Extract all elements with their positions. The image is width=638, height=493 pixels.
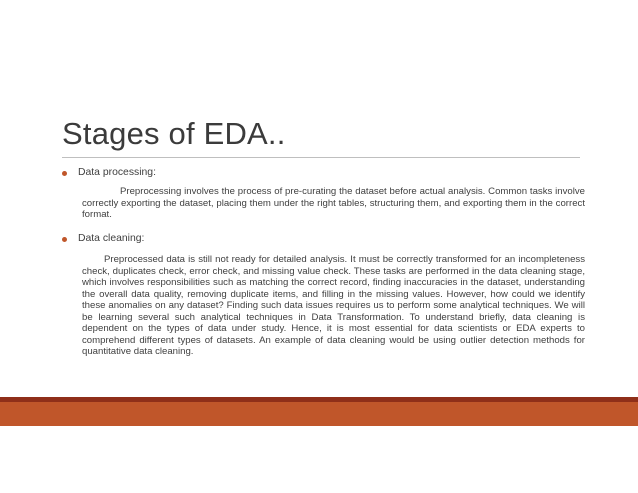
bullet-dot-icon [62, 171, 67, 176]
bullet-dot-icon [62, 237, 67, 242]
bullet-label: Data cleaning: [78, 233, 145, 244]
bullet-label: Data processing: [78, 167, 156, 178]
slide-title: Stages of EDA.. [62, 116, 286, 151]
paragraph-data-processing: Preprocessing involves the process of pre-curating the dataset before actual analysis. Common tasks involve correctly exporting the dataset, placing them under the right tables, structuring them, and exporting them in the correct format. [82, 186, 585, 220]
footer-band [0, 402, 638, 426]
paragraph-data-cleaning: Preprocessed data is still not ready for detailed analysis. It must be correctly transformed for an incompleteness check, duplicates check, error check, and missing value check. These tasks are performed in the data cleaning stage, which involves responsibilities such as matching the correct record, finding inaccuracies in the dataset, understanding the overall data quality, removing duplicate items, and filling in the missing values. However, how could we identify these anomalies on any dataset? Finding such data issues requires us to perform some analytical techniques. We will be learning several such analytical techniques in Data Transformation. To understand briefly, data cleaning is dependent on the types of data under study. Hence, it is most essential for data scientists or EDA experts to comprehend different types of datasets. An example of data cleaning would be using outlier detection methods for quantitative data cleaning. [82, 254, 585, 357]
title-divider [62, 157, 580, 158]
